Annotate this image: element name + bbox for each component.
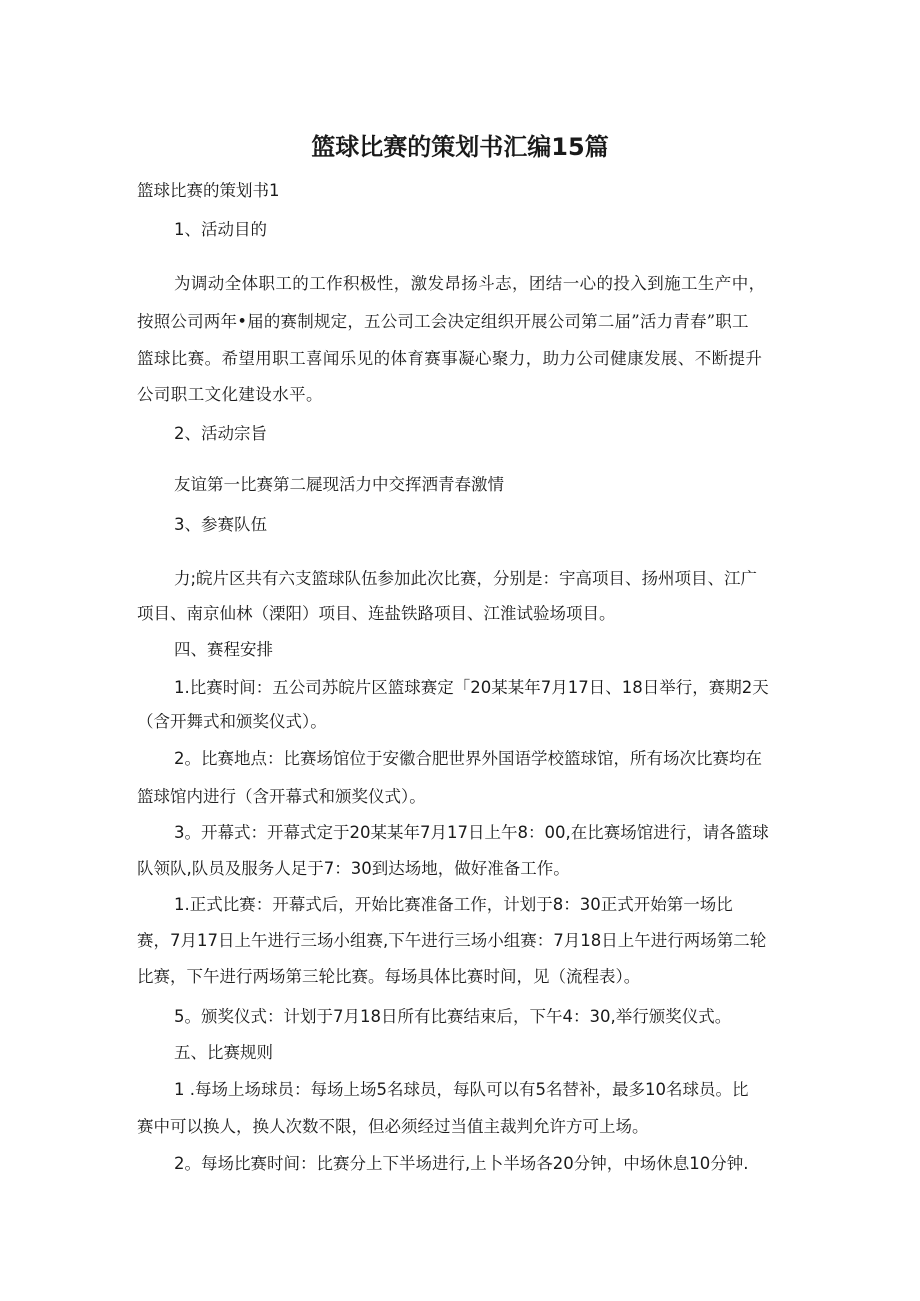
paragraph-line: 1 .每场上场球员：每场上场5名球员，每队可以有5名替补，最多10名球员。比 <box>174 1080 749 1099</box>
paragraph-line: 2。比赛地点：比赛场馆位于安徽合肥世界外国语学校篮球馆，所有场次比赛均在 <box>174 749 762 768</box>
document-title: 篮球比赛的策划书汇编15篇 <box>311 133 609 161</box>
paragraph-line: 2。每场比赛时间：比赛分上下半场进行,上卜半场各20分钟，中场休息10分钟. <box>174 1154 749 1173</box>
paragraph-line: 5。颁奖仪式：计划于7月18日所有比赛结束后，下午4：30,举行颁奖仪式。 <box>174 1007 732 1026</box>
paragraph-line: 为调动全体职工的工作积极性，激发昂扬斗志，团结一心的投入到施工生产中， <box>174 274 766 293</box>
paragraph-line: 1.比赛时间：五公司苏皖片区篮球赛定「20某某年7月17日、18日举行，赛期2天 <box>174 678 769 697</box>
heading-schedule: 四、赛程安排 <box>174 640 273 659</box>
paragraph-line: 队领队,队员及服务人足于7：30到达场地，做好准备工作。 <box>137 859 570 878</box>
paragraph-line: 力;皖片区共有六支篮球队伍参加此次比赛，分别是：宇高项目、扬州项目、江广 <box>174 569 758 588</box>
paragraph-line: 1.正式比赛：开幕式后，开始比赛准备工作，计划于8：30正式开始第一场比 <box>174 895 733 914</box>
paragraph-line: 按照公司两年•届的赛制规定，五公司工会决定组织开展公司第二届”活力青春”职工 <box>137 312 749 331</box>
paragraph-line: 篮球馆内进行（含开幕式和颁奖仪式）。 <box>137 787 426 806</box>
paragraph-line: 项目、南京仙林（溧阳）项目、连盐铁路项目、江淮试验场项目。 <box>137 604 616 623</box>
paragraph-line: 赛，7月17日上午进行三场小组赛,下午进行三场小组赛：7月18日上午进行两场第二轮 <box>137 931 767 950</box>
paragraph-line: 公司职工文化建设水平。 <box>137 385 323 404</box>
paragraph-line: 篮球比赛。希望用职工喜闻乐见的体育赛事凝心聚力，助力公司健康发展、不断提升 <box>137 349 763 368</box>
heading-rules: 五、比赛规则 <box>174 1043 273 1062</box>
heading-activity-tenet: 2、活动宗旨 <box>174 424 267 443</box>
section-subtitle: 篮球比赛的策划书1 <box>137 181 280 200</box>
heading-participating-teams: 3、参赛队伍 <box>174 515 267 534</box>
heading-activity-purpose: 1、活动目的 <box>174 220 267 239</box>
paragraph-line: 3。开幕式：开幕式定于20某某年7月17日上午8：00,在比赛场馆进行，请各篮球 <box>174 823 769 842</box>
paragraph-line: 赛中可以换人，换人次数不限，但必须经过当值主裁判允许方可上场。 <box>137 1117 649 1136</box>
paragraph-line: 比赛，下午进行两场第三轮比赛。每场具体比赛时间，见（流程表）。 <box>137 967 641 986</box>
paragraph-line: 友谊第一比赛第二屣现活力中交挥洒青春激情 <box>174 475 504 494</box>
paragraph-line: （含开舞式和颁奖仪式）。 <box>137 712 327 731</box>
